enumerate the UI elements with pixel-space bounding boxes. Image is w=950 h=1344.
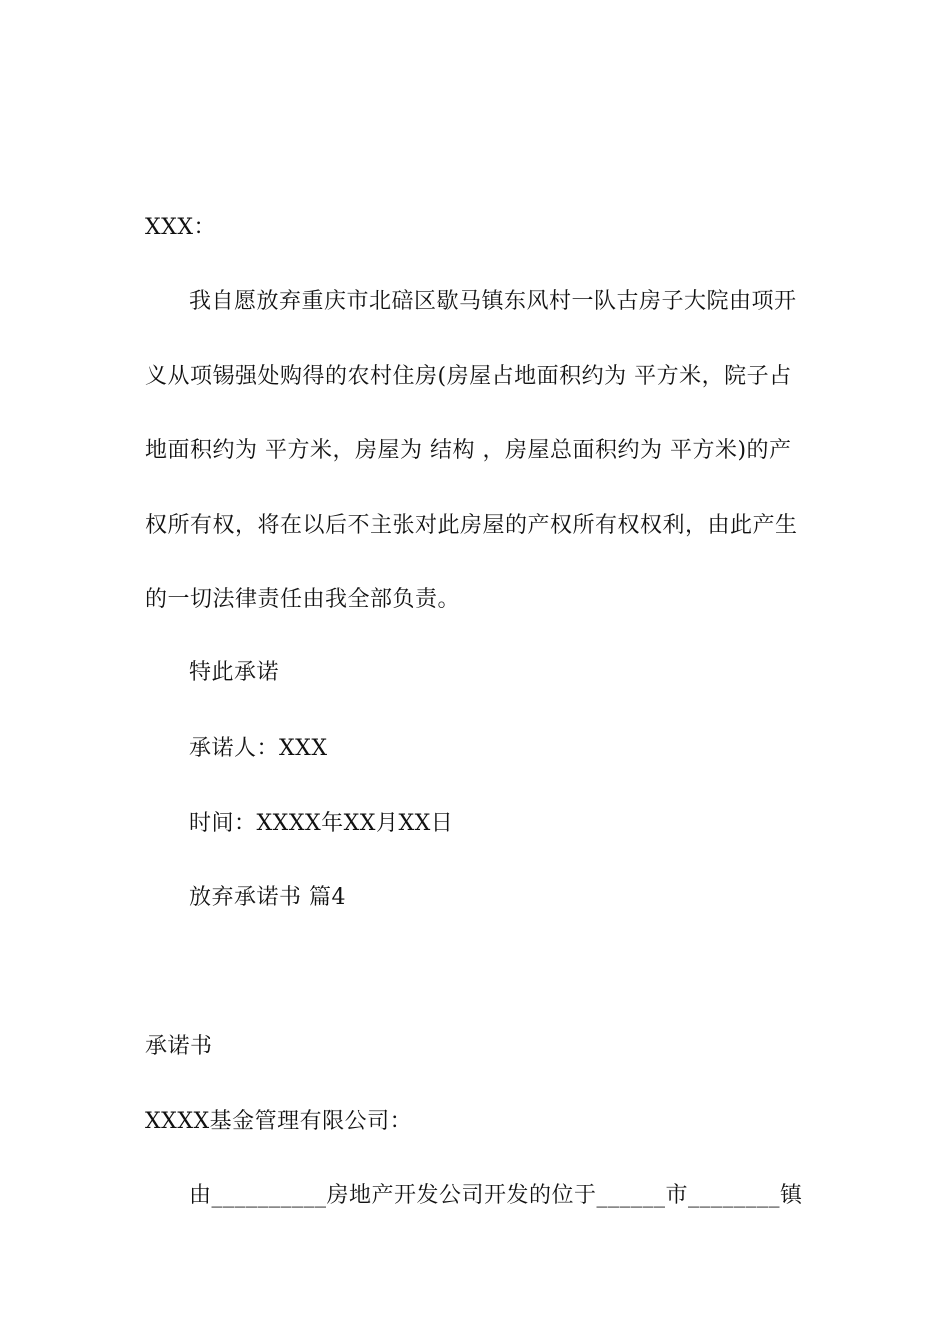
- salutation: XXX：: [145, 215, 216, 240]
- paragraph-line: 权所有权，将在以后不主张对此房屋的产权所有权权利，由此产生: [145, 513, 798, 538]
- section-heading: 放弃承诺书 篇4: [189, 885, 346, 910]
- body-start-line: 由__________房地产开发公司开发的位于______市________镇: [189, 1183, 803, 1208]
- date-line: 时间：XXXX年XX月XX日: [189, 811, 454, 836]
- paragraph-line: 的一切法律责任由我全部负责。: [145, 587, 461, 612]
- paragraph-line: 义从项锡强处购得的农村住房(房屋占地面积约为 平方米，院子占: [145, 364, 792, 389]
- paragraph-line: 地面积约为 平方米，房屋为 结构 ，房屋总面积约为 平方米)的产: [145, 438, 792, 463]
- addressee: XXXX基金管理有限公司：: [145, 1109, 413, 1134]
- closing-statement: 特此承诺: [189, 660, 280, 685]
- document-title: 承诺书: [145, 1034, 213, 1059]
- promisor-signature: 承诺人：XXX: [189, 736, 328, 761]
- paragraph-line: 我自愿放弃重庆市北碚区歇马镇东风村一队古房子大院由项开: [189, 289, 797, 314]
